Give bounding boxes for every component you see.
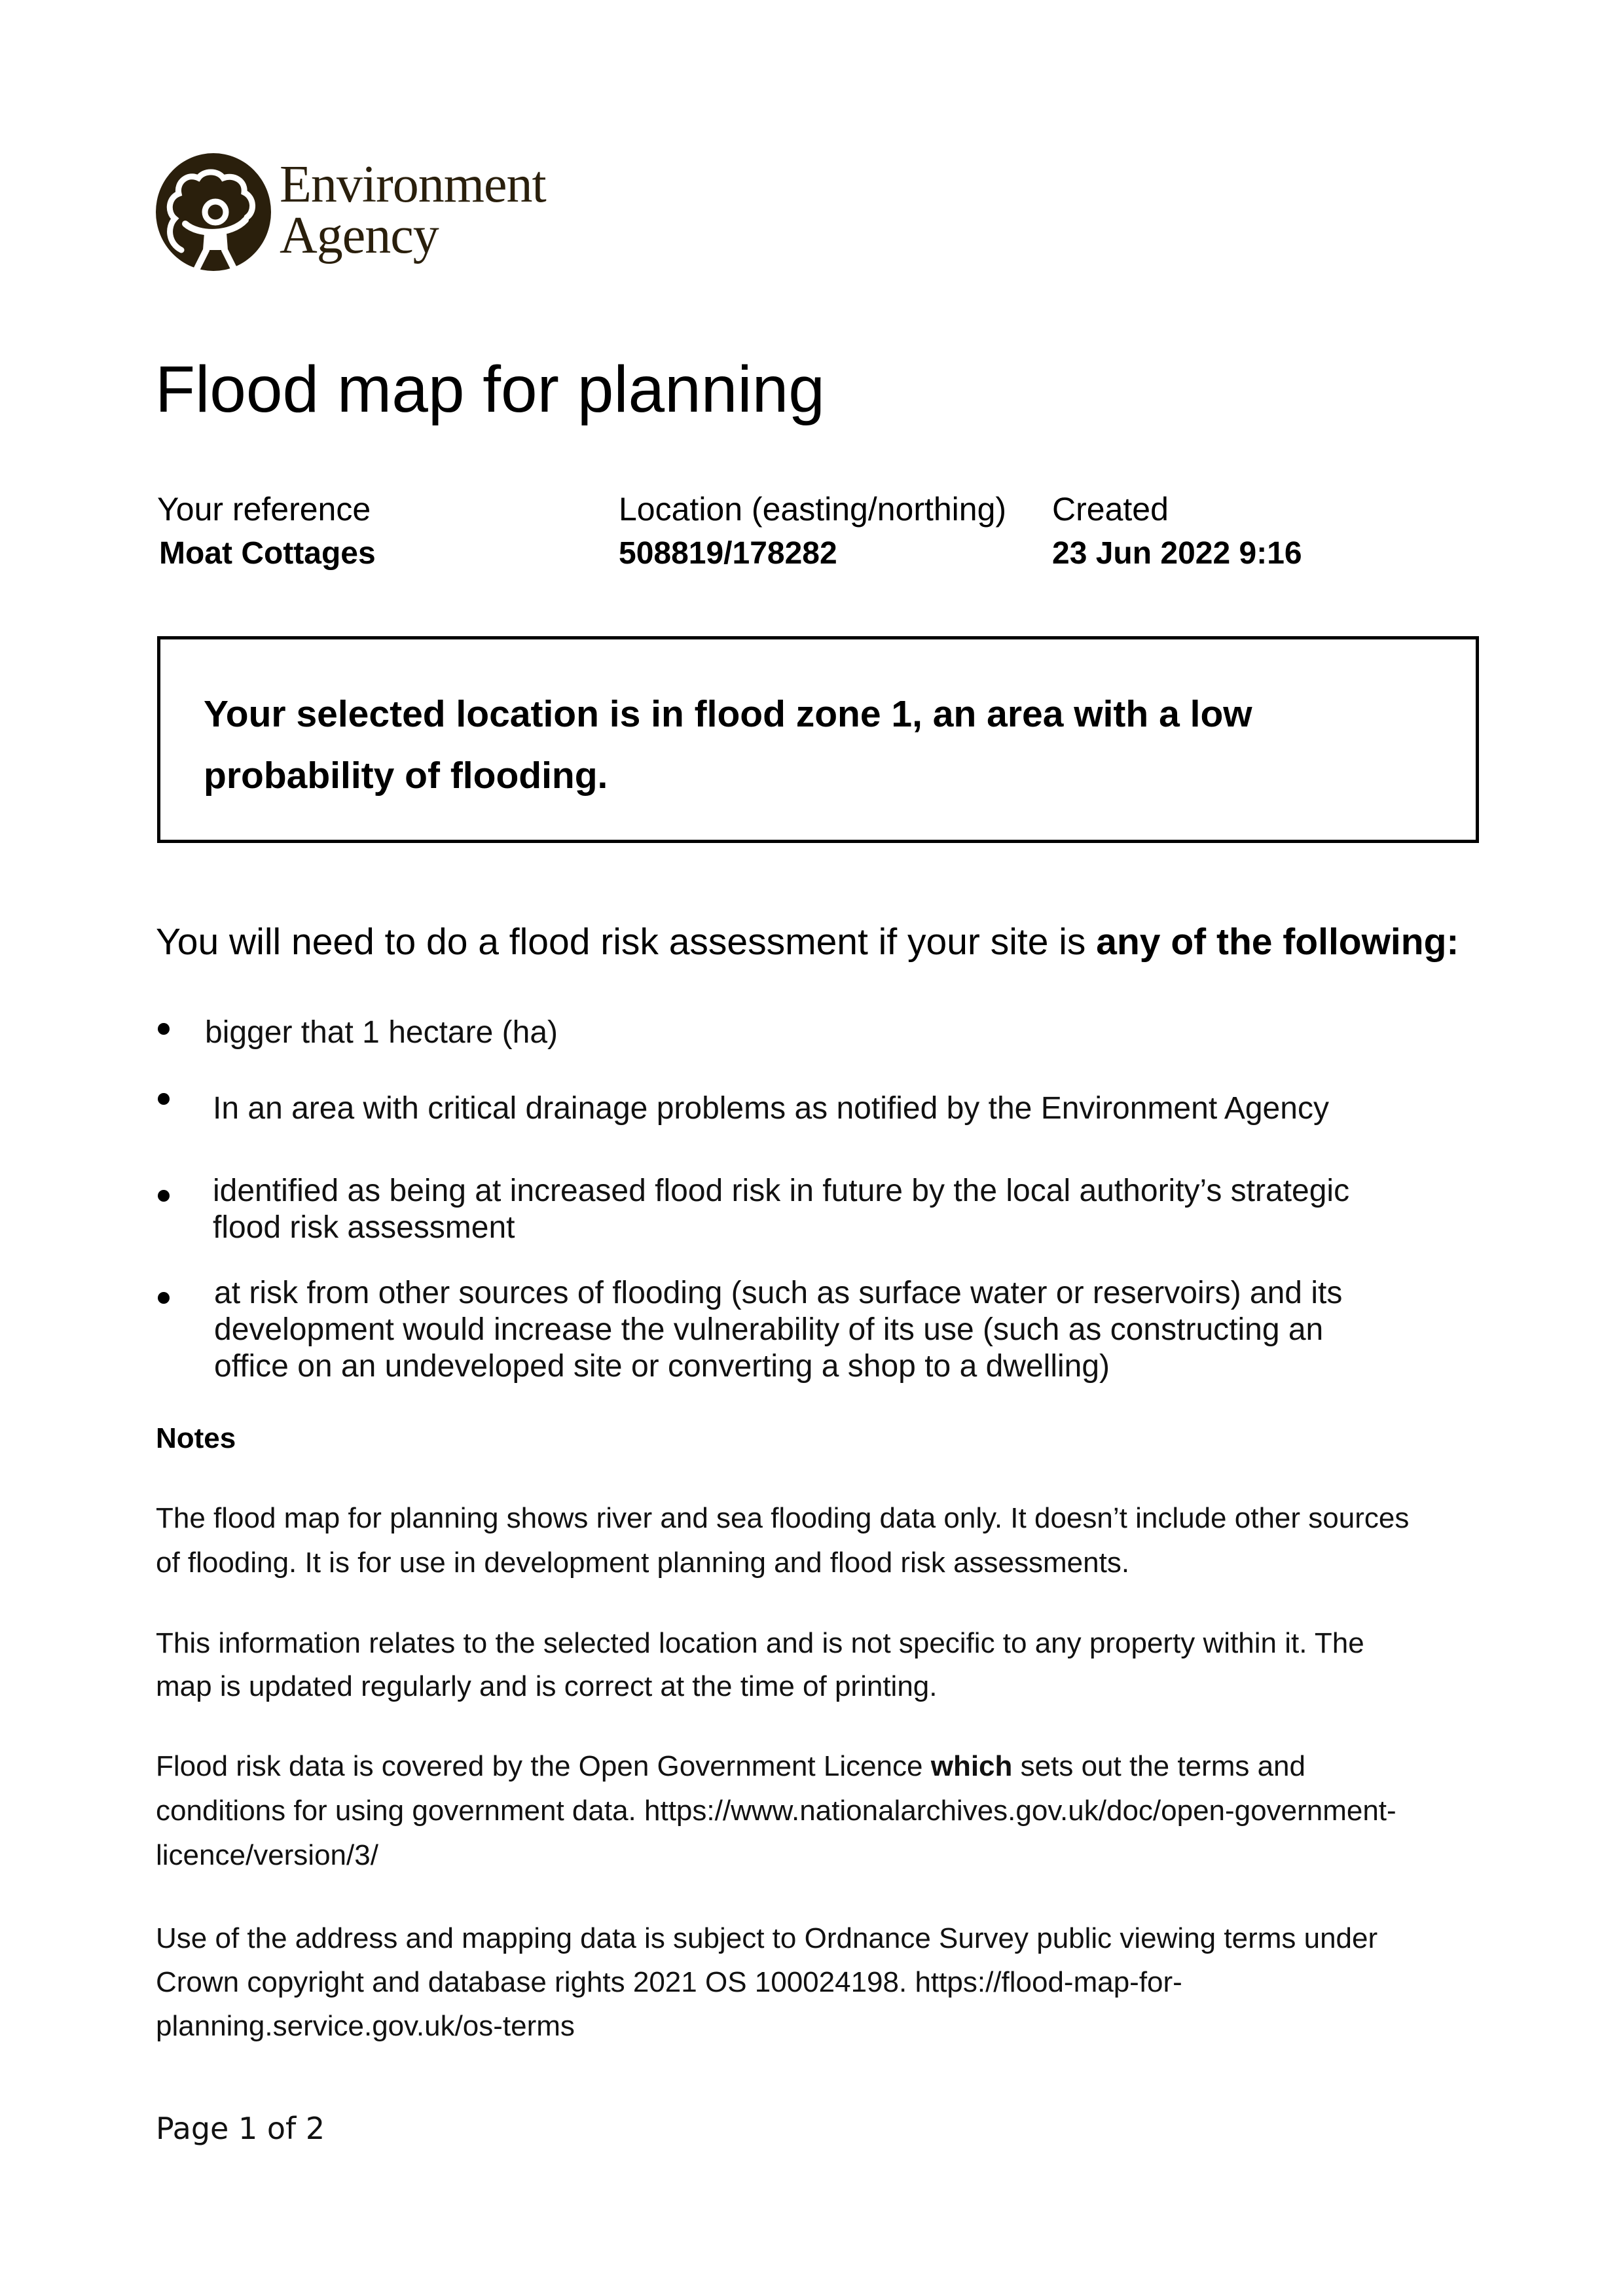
note-line: This information relates to the selected location and is not specific to any property within it. The	[156, 1627, 1364, 1659]
page-title: Flood map for planning	[155, 353, 825, 426]
reference-value: Moat Cottages	[159, 536, 376, 571]
bullet-text: flood risk assessment	[213, 1210, 515, 1245]
bullet-text: office on an undeveloped site or converting a shop to a dwelling)	[214, 1349, 1110, 1384]
note-line-with-link[interactable]: conditions for using government data. https://www.nationalarchives.gov.uk/doc/open-government-	[156, 1795, 1396, 1827]
note-line	[156, 1744, 1396, 1789]
page-number: Page 1 of 2	[156, 2111, 325, 2146]
location-value: 508819/178282	[619, 536, 837, 571]
logo-text-environment: Environment	[280, 156, 546, 213]
bullet-text: development would increase the vulnerability of its use (such as constructing an	[214, 1312, 1324, 1347]
note-line: The flood map for planning shows river and sea flooding data only. It doesn’t include other sources	[156, 1502, 1410, 1534]
location-label: Location (easting/northing)	[619, 491, 1007, 528]
flood-zone-text-line-1: Your selected location is in flood zone 1, an area with a low	[204, 693, 1252, 735]
note-line-link-continued[interactable]: planning.service.gov.uk/os-terms	[156, 2010, 575, 2042]
bullet-icon	[158, 1292, 170, 1304]
note-line-text: Flood risk data is covered by the Open Government Licence	[156, 1750, 931, 1782]
note-line-with-link[interactable]: Crown copyright and database rights 2021 OS 100024198. https://flood-map-for-	[156, 1966, 1182, 1998]
bullet-text: at risk from other sources of flooding (such as surface water or reservoirs) and its	[214, 1276, 1343, 1310]
created-value: 23 Jun 2022 9:16	[1052, 536, 1302, 571]
note-paragraph	[156, 1496, 1409, 1585]
bullet-text: identified as being at increased flood risk in future by the local authority’s strategic	[213, 1174, 1350, 1208]
note-line: of flooding. It is for use in development planning and flood risk assessments.	[156, 1547, 1130, 1579]
note-line-emphasis: which	[930, 1750, 1013, 1782]
note-line-link-continued[interactable]: licence/version/3/	[156, 1839, 378, 1871]
assessment-intro-emphasis: any of the following:	[1096, 921, 1459, 963]
environment-agency-tree-figure-icon	[155, 152, 273, 273]
flood-zone-text-line-2: probability of flooding.	[204, 755, 608, 797]
note-line: map is updated regularly and is correct at the time of printing.	[156, 1670, 938, 1702]
note-line: Use of the address and mapping data is subject to Ordnance Survey public viewing terms under	[156, 1922, 1378, 1954]
environment-agency-logo	[155, 152, 574, 273]
bullet-icon	[158, 1093, 170, 1105]
reference-label: Your reference	[157, 491, 371, 528]
bullet-text: In an area with critical drainage problems as notified by the Environment Agency	[213, 1091, 1329, 1126]
bullet-icon	[158, 1023, 170, 1035]
flood-zone-callout	[157, 636, 1479, 843]
bullet-text: bigger that 1 hectare (ha)	[205, 1015, 558, 1050]
assessment-intro-text: You will need to do a flood risk assessment if your site is	[156, 921, 1097, 963]
notes-heading: Notes	[156, 1422, 236, 1454]
note-paragraph-licence	[156, 1744, 1396, 1878]
logo-text-agency: Agency	[280, 207, 439, 264]
note-line-text: sets out the terms and	[1012, 1750, 1305, 1782]
assessment-intro	[156, 919, 1459, 965]
bullet-icon	[158, 1190, 170, 1202]
created-label: Created	[1052, 491, 1169, 528]
note-paragraph	[156, 1622, 1364, 1708]
note-paragraph-os	[156, 1916, 1377, 2048]
